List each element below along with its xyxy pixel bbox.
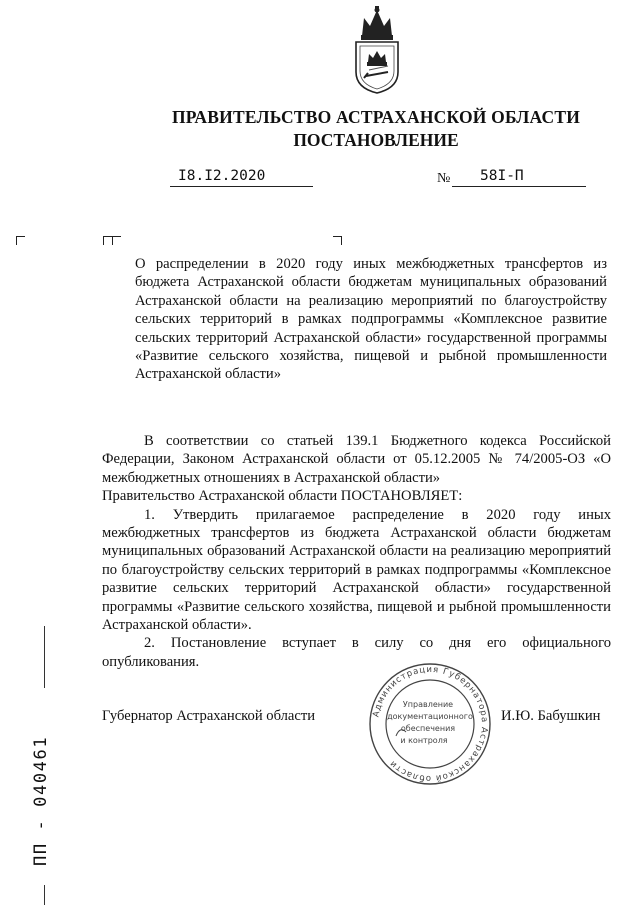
organization-title: ПРАВИТЕЛЬСТВО АСТРАХАНСКОЙ ОБЛАСТИ bbox=[171, 107, 581, 127]
document-type: ПОСТАНОВЛЕНИЕ bbox=[293, 130, 459, 150]
corner-mark-left bbox=[16, 236, 25, 245]
signer-position: Губернатор Астраханской области bbox=[102, 708, 316, 724]
side-serial-number bbox=[26, 716, 56, 866]
body-decree: Правительство Астраханской области ПОСТАНОВЛЯЕТ: bbox=[102, 488, 463, 505]
margin-line-1 bbox=[44, 626, 45, 688]
stamp-line-3: обеспечения bbox=[400, 724, 456, 733]
signer-name: И.Ю. Бабушкин bbox=[501, 708, 601, 724]
body-item-2: 2. Постановление вступает в силу со дня его официального опубликования. bbox=[102, 635, 611, 670]
corner-mark-title-right bbox=[333, 236, 342, 245]
margin-line-2 bbox=[44, 885, 45, 905]
body-intro: В соответствии со статьей 139.1 Бюджетного кодекса Российской Федерации, Законом Астраханской области от 05.12.2005 № 74/2005-ОЗ «О межбюджетных отношениях в Астраханской области» bbox=[102, 433, 611, 486]
corner-mark-title-left-2 bbox=[112, 236, 121, 245]
corner-mark-title-left-1 bbox=[103, 236, 112, 245]
document-number: 58I-П bbox=[480, 168, 524, 184]
stamp-line-1: Управление bbox=[402, 700, 454, 709]
number-underline bbox=[452, 186, 586, 187]
document-title: О распределении в 2020 году иных межбюджетных трансфертов из бюджета Астраханской области бюджетам муниципальных образований Астраханской области на реализацию мероприятий по благоустройству сельских территорий в рамках подпрограммы «Комплексное развитие сельских территорий Астраханской области» государственной программы «Развитие сельского хозяйства, пищевой и рыбной промышленности Астраханской области» bbox=[135, 256, 607, 383]
stamp-ring-text: Администрация Губернатора Астраханской области bbox=[371, 664, 490, 784]
stamp-line-4: и контроля bbox=[400, 736, 448, 745]
document-date: I8.I2.2020 bbox=[178, 168, 266, 184]
document-body bbox=[102, 432, 611, 671]
serial-text: ПП - 040461 bbox=[31, 735, 51, 866]
official-stamp bbox=[366, 662, 494, 786]
number-sign: № bbox=[437, 171, 451, 186]
date-underline bbox=[170, 186, 313, 187]
stamp-line-2: документационного bbox=[387, 712, 473, 721]
body-item-1: 1. Утвердить прилагаемое распределение в 2020 году иных межбюджетных трансфертов из бюджета Астраханской области бюджетам муниципальных образований Астраханской области на реализацию мероприятий по благоустройству сельских территорий в рамках подпрограммы «Комплексное развитие сельских территорий Астраханской области» государственной программы «Развитие сельского хозяйства, пищевой и рыбной промышленности Астраханской области». bbox=[102, 506, 611, 634]
coat-of-arms-icon bbox=[348, 6, 406, 94]
